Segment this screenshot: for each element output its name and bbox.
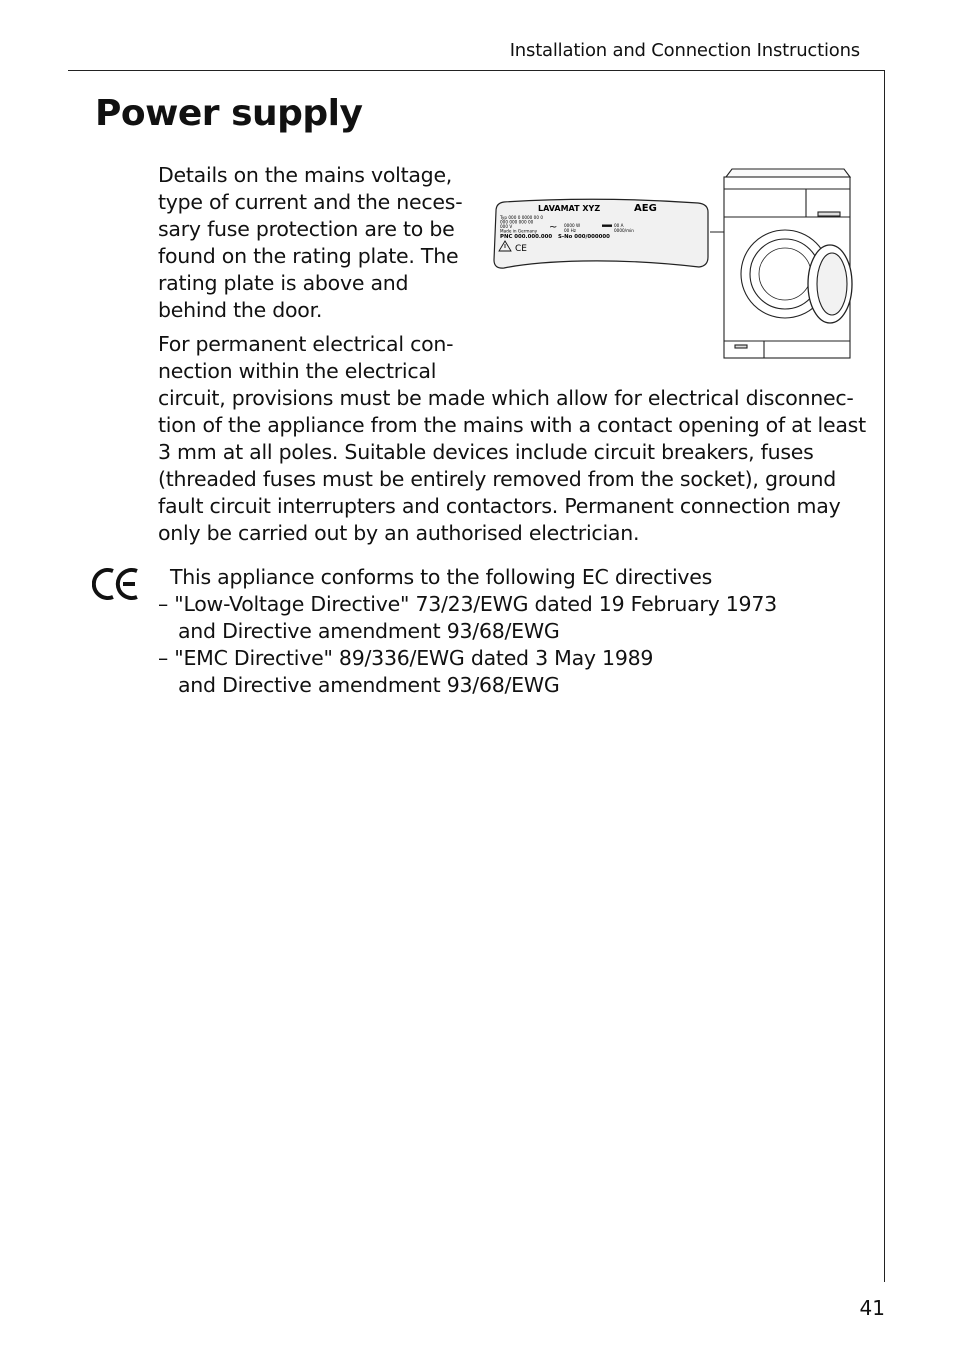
washing-machine-rating-plate-illustration bbox=[488, 165, 863, 363]
ec-directives-section bbox=[158, 564, 858, 699]
plate-voltage: 000 V bbox=[500, 224, 513, 229]
text-line: 3 mm at all poles. Suitable devices include circuit breakers, fuses bbox=[158, 440, 814, 464]
plate-serial: S-No 000/000000 bbox=[558, 234, 610, 240]
page-number: 41 bbox=[859, 1296, 885, 1320]
plate-frequency: 00 Hz bbox=[564, 228, 577, 233]
text-line: behind the door. bbox=[158, 298, 323, 322]
text-line: fault circuit interrupters and contactors. Permanent connection may bbox=[158, 494, 841, 518]
text-line: sary fuse protection are to be bbox=[158, 217, 455, 241]
rating-plate-paragraph bbox=[158, 162, 468, 324]
text-line: circuit, provisions must be made which allow for electrical disconnec- bbox=[158, 386, 854, 410]
text-line: nection within the electrical bbox=[158, 359, 437, 383]
plate-power: 0000 W bbox=[564, 223, 581, 228]
plate-speed: 0000/min bbox=[614, 228, 634, 233]
directive-item-continuation: and Directive amendment 93/68/EWG bbox=[178, 619, 560, 643]
page-title: Power supply bbox=[95, 93, 363, 134]
washing-machine bbox=[724, 169, 852, 358]
connection-paragraph bbox=[158, 331, 866, 547]
rating-plate bbox=[494, 199, 708, 268]
header-rule bbox=[68, 70, 885, 71]
plate-number: 000 000 000 00 bbox=[500, 219, 534, 225]
plate-brand: AEG bbox=[634, 203, 657, 214]
text-line: only be carried out by an authorised electrician. bbox=[158, 521, 640, 545]
text-line: type of current and the neces- bbox=[158, 190, 463, 214]
text-line: rating plate is above and bbox=[158, 271, 409, 295]
plate-fuse: 00 A bbox=[614, 223, 624, 228]
margin-rule bbox=[884, 70, 885, 1282]
plate-model: LAVAMAT XYZ bbox=[538, 204, 601, 213]
plate-made-in: Made in Germany bbox=[500, 228, 538, 234]
directive-item: – "EMC Directive" 89/336/EWG dated 3 May 1989 bbox=[158, 646, 654, 670]
text-line: tion of the appliance from the mains with a contact opening of at least bbox=[158, 413, 866, 437]
plate-ce-mark: CE bbox=[515, 244, 527, 254]
plate-ac-symbol: ~ bbox=[549, 222, 558, 233]
running-header: Installation and Connection Instructions bbox=[509, 40, 860, 61]
text-line: For permanent electrical con- bbox=[158, 332, 454, 356]
ec-directives-intro: This appliance conforms to the following EC directives bbox=[170, 565, 713, 589]
plate-pnc: PNC 000.000.000 bbox=[500, 234, 553, 240]
text-line: (threaded fuses must be entirely removed from the socket), ground bbox=[158, 467, 836, 491]
directive-item: – "Low-Voltage Directive" 73/23/EWG dated 19 February 1973 bbox=[158, 592, 777, 616]
directive-item-continuation: and Directive amendment 93/68/EWG bbox=[178, 673, 560, 697]
text-line: Details on the mains voltage, bbox=[158, 163, 453, 187]
text-line: found on the rating plate. The bbox=[158, 244, 459, 268]
plate-typ: Typ 000 0 0000 00 0 bbox=[500, 215, 544, 220]
fuse-icon bbox=[602, 225, 612, 227]
ce-conformity-icon bbox=[92, 564, 142, 604]
